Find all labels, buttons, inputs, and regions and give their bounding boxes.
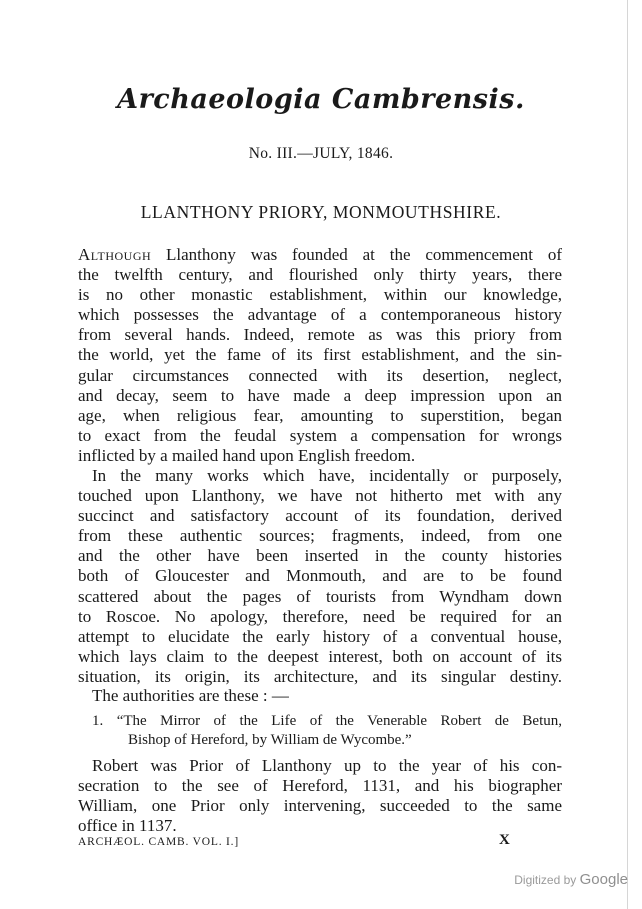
- paragraph-line: is no other monastic establishment, within our knowledge,: [78, 285, 562, 305]
- paragraph-line: In the many works which have, incidentally or purposely,: [92, 466, 562, 485]
- digitized-by-watermark: [514, 871, 628, 888]
- paragraph-line: which possesses the advantage of a contemporaneous history: [78, 305, 562, 325]
- paragraph-line: to Roscoe. No apology, therefore, need be required for an: [78, 606, 562, 626]
- authority-line: Bishop of Hereford, by William de Wycombe.”: [128, 732, 412, 748]
- footer-signature-mark: X: [499, 832, 510, 848]
- paragraph-line: and the other have been inserted in the county histories: [78, 546, 562, 566]
- paragraph-line: and decay, seem to have made a deep impression upon an: [78, 385, 562, 405]
- paragraph-line: which lays claim to the deepest interest, both on account of its: [78, 646, 562, 666]
- paragraph-1: [78, 245, 562, 466]
- paragraph-2: [78, 466, 562, 687]
- paragraph-line: secration to the see of Hereford, 1131, and his biographer: [78, 776, 562, 796]
- paragraph-line: the world, yet the fame of its first establishment, and the sin-: [78, 345, 562, 365]
- authority-line: 1. “The Mirror of the Life of the Venerable Robert de Betun,: [92, 713, 562, 729]
- paragraph-line: both of Gloucester and Monmouth, and are to be found: [78, 566, 562, 586]
- page-edge-divider: [627, 0, 628, 909]
- paragraph-line: Robert was Prior of Llanthony up to the year of his con-: [92, 756, 562, 775]
- paragraph-line: from several hands. Indeed, remote as was this priory from: [78, 325, 562, 345]
- paragraph-line: succinct and satisfactory account of its foundation, derived: [78, 506, 562, 526]
- drop-word: Although: [78, 245, 152, 264]
- paragraph-line: to exact from the feudal system a compensation for wrongs: [78, 425, 562, 445]
- paragraph-3: [78, 756, 562, 836]
- paragraph-line: from these authentic sources; fragments, indeed, from one: [78, 526, 562, 546]
- paragraph-line: Although Llanthony was founded at the commencement of: [78, 245, 562, 264]
- paragraph-line: office in 1137.: [78, 816, 177, 836]
- paragraph-line: situation, its origin, its architecture, and its singular destiny.: [78, 666, 562, 686]
- paragraph-line: inflicted by a mailed hand upon English freedom.: [78, 445, 416, 465]
- paragraph-line: scattered about the pages of tourists from Wyndham down: [78, 586, 562, 606]
- watermark-brand: Google: [579, 871, 628, 888]
- paragraph-line: The authorities are these : —: [92, 686, 289, 705]
- watermark-prefix: Digitized by: [514, 873, 580, 887]
- authority-item-1: [92, 712, 562, 750]
- paragraph-line: William, one Prior only intervening, succeeded to the same: [78, 796, 562, 816]
- issue-line: No. III.—JULY, 1846.: [248, 145, 394, 162]
- paragraph-line: gular circumstances connected with its desertion, neglect,: [78, 365, 562, 385]
- authorities-heading: [78, 686, 562, 706]
- paragraph-line: the twelfth century, and flourished only thirty years, there: [78, 265, 562, 285]
- paragraph-line: attempt to elucidate the early history of a conventual house,: [78, 626, 562, 646]
- footer-signature: ARCHÆOL. CAMB. VOL. I.]: [78, 836, 239, 848]
- paragraph-line: touched upon Llanthony, we have not hitherto met with any: [78, 486, 562, 506]
- journal-title: Archaeologia Cambrensis.: [117, 84, 525, 115]
- article-title: LLANTHONY PRIORY, MONMOUTHSHIRE.: [140, 202, 502, 222]
- paragraph-line: age, when religious fear, amounting to superstition, began: [78, 405, 562, 425]
